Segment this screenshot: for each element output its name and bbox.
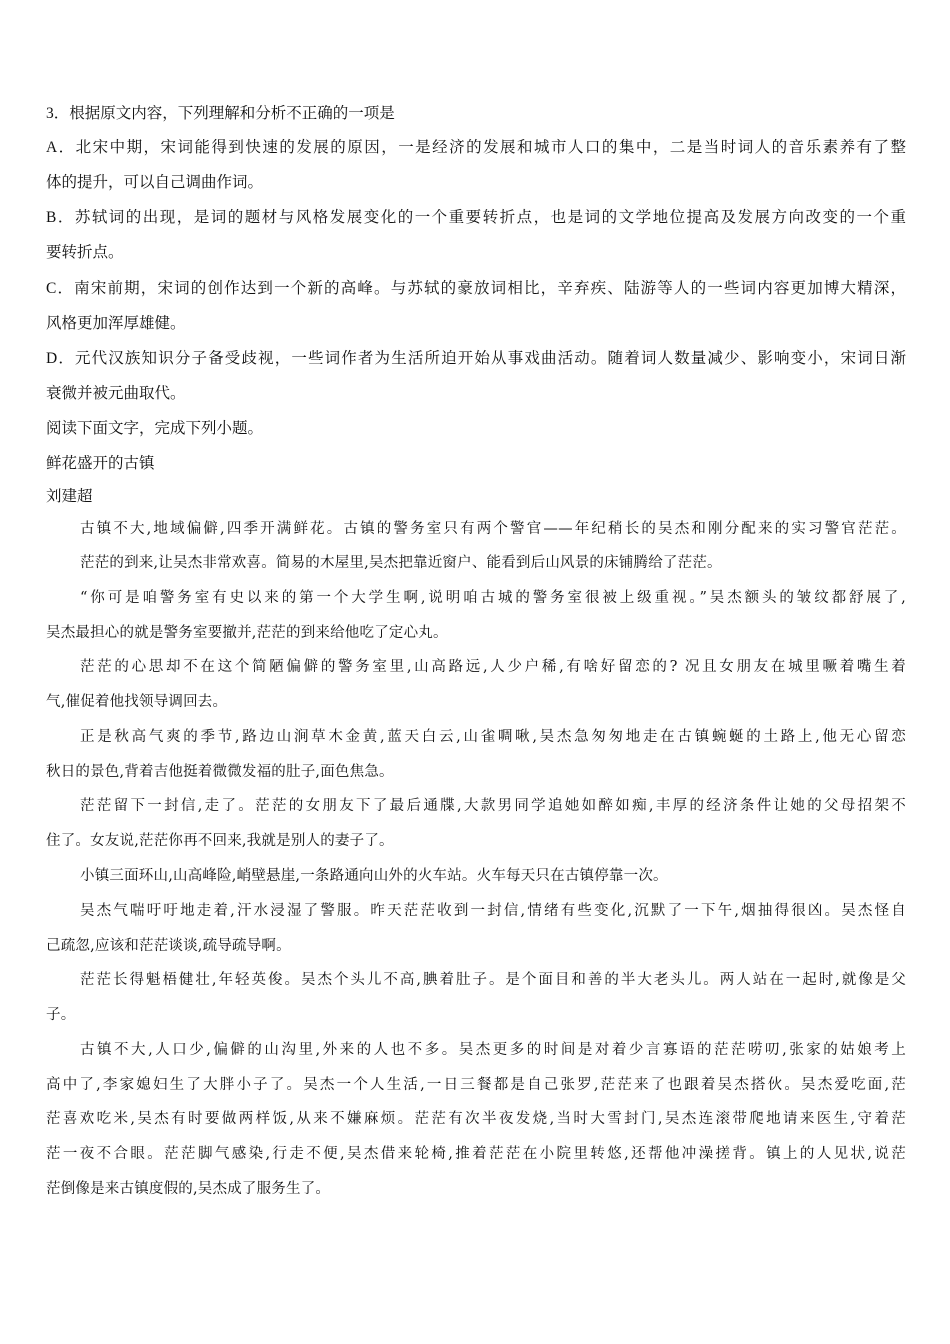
paragraph-6-line-1: 茫茫留下一封信,走了。茫茫的女朋友下了最后通牒,大款男同学追她如醉如痴,丰厚的经济条件让她的父母招架不: [80, 798, 906, 814]
paragraph-9-line-2: 子。: [46, 1007, 76, 1023]
option-b-line-2: 要转折点。: [46, 244, 124, 261]
paragraph-5-line-2: 秋日的景色,背着吉他挺着微微发福的肚子,面色焦急。: [46, 764, 394, 780]
paragraph-5-line-1: 正是秋高气爽的季节,路边山涧草木金黄,蓝天白云,山雀啁啾,吴杰急匆匆地走在古镇蜿蜒的土路上,他无心留恋: [80, 729, 906, 745]
paragraph-1-line-1: 古镇不大,地域偏僻,四季开满鲜花。古镇的警务室只有两个警官——年纪稍长的吴杰和刚分配来的实习警官茫茫。: [80, 521, 906, 537]
paragraph-9-line-1: 茫茫长得魁梧健壮,年轻英俊。吴杰个头儿不高,腆着肚子。是个面目和善的半大老头儿。两人站在一起时,就像是父: [80, 972, 906, 988]
paragraph-10-line-2: 高中了,李家媳妇生了大胖小子了。吴杰一个人生活,一日三餐都是自己张罗,茫茫来了也跟着吴杰搭伙。吴杰爱吃面,茫: [46, 1077, 906, 1093]
paragraph-6-line-2: 住了。女友说,茫茫你再不回来,我就是别人的妻子了。: [46, 833, 394, 849]
option-d-line-1: D．元代汉族知识分子备受歧视，一些词作者为生活所迫开始从事戏曲活动。随着词人数量减少、影响变小，宋词日渐: [46, 350, 906, 367]
paragraph-7-line-1: 小镇三面环山,山高峰险,峭壁悬崖,一条路通向山外的火车站。火车每天只在古镇停靠一次。: [80, 868, 668, 884]
reading-instruction: 阅读下面文字，完成下列小题。: [46, 420, 264, 437]
story-author: 刘建超: [46, 488, 93, 505]
paragraph-8-line-2: 己疏忽,应该和茫茫谈谈,疏导疏导啊。: [46, 938, 291, 954]
paragraph-10-line-4: 茫一夜不合眼。茫茫脚气感染,行走不便,吴杰借来轮椅,推着茫茫在小院里转悠,还帮他冲澡搓背。镇上的人见状,说茫: [46, 1146, 906, 1162]
option-c-line-1: C．南宋前期，宋词的创作达到一个新的高峰。与苏轼的豪放词相比，辛弃疾、陆游等人的一些词内容更加博大精深，: [46, 280, 906, 297]
question-stem: 3．根据原文内容，下列理解和分析不正确的一项是: [46, 105, 395, 122]
option-c-line-2: 风格更加浑厚雄健。: [46, 315, 186, 332]
option-a-line-2: 体的提升，可以自己调曲作词。: [46, 174, 264, 191]
option-b-line-1: B．苏轼词的出现，是词的题材与风格发展变化的一个重要转折点，也是词的文学地位提高及发展方向改变的一个重: [46, 209, 906, 226]
paragraph-10-line-3: 茫喜欢吃米,吴杰有时要做两样饭,从来不嫌麻烦。茫茫有次半夜发烧,当时大雪封门,吴杰连滚带爬地请来医生,守着茫: [46, 1111, 906, 1127]
paragraph-10-line-5: 茫倒像是来古镇度假的,吴杰成了服务生了。: [46, 1181, 331, 1197]
paragraph-3-line-1: “你可是咱警务室有史以来的第一个大学生啊,说明咱古城的警务室很被上级重视。”吴杰额头的皱纹都舒展了,: [80, 590, 906, 606]
paragraph-4-line-1: 茫茫的心思却不在这个简陋偏僻的警务室里,山高路远,人少户稀,有啥好留恋的? 况且女朋友在城里噘着嘴生着: [80, 659, 906, 675]
paragraph-8-line-1: 吴杰气喘吁吁地走着,汗水浸湿了警服。昨天茫茫收到一封信,情绪有些变化,沉默了一下午,烟抽得很凶。吴杰怪自: [80, 903, 906, 919]
paragraph-4-line-2: 气,催促着他找领导调回去。: [46, 694, 228, 710]
paragraph-3-line-2: 吴杰最担心的就是警务室要撤并,茫茫的到来给他吃了定心丸。: [46, 625, 448, 641]
option-a-line-1: A．北宋中期，宋词能得到快速的发展的原因，一是经济的发展和城市人口的集中，二是当时词人的音乐素养有了整: [46, 139, 906, 156]
story-title: 鲜花盛开的古镇: [46, 455, 155, 472]
paragraph-10-line-1: 古镇不大,人口少,偏僻的山沟里,外来的人也不多。吴杰更多的时间是对着少言寡语的茫茫唠叨,张家的姑娘考上: [80, 1042, 906, 1058]
option-d-line-2: 衰微并被元曲取代。: [46, 385, 186, 402]
paragraph-2-line-1: 茫茫的到来,让吴杰非常欢喜。简易的木屋里,吴杰把靠近窗户、能看到后山风景的床铺腾给了茫茫。: [80, 555, 722, 571]
